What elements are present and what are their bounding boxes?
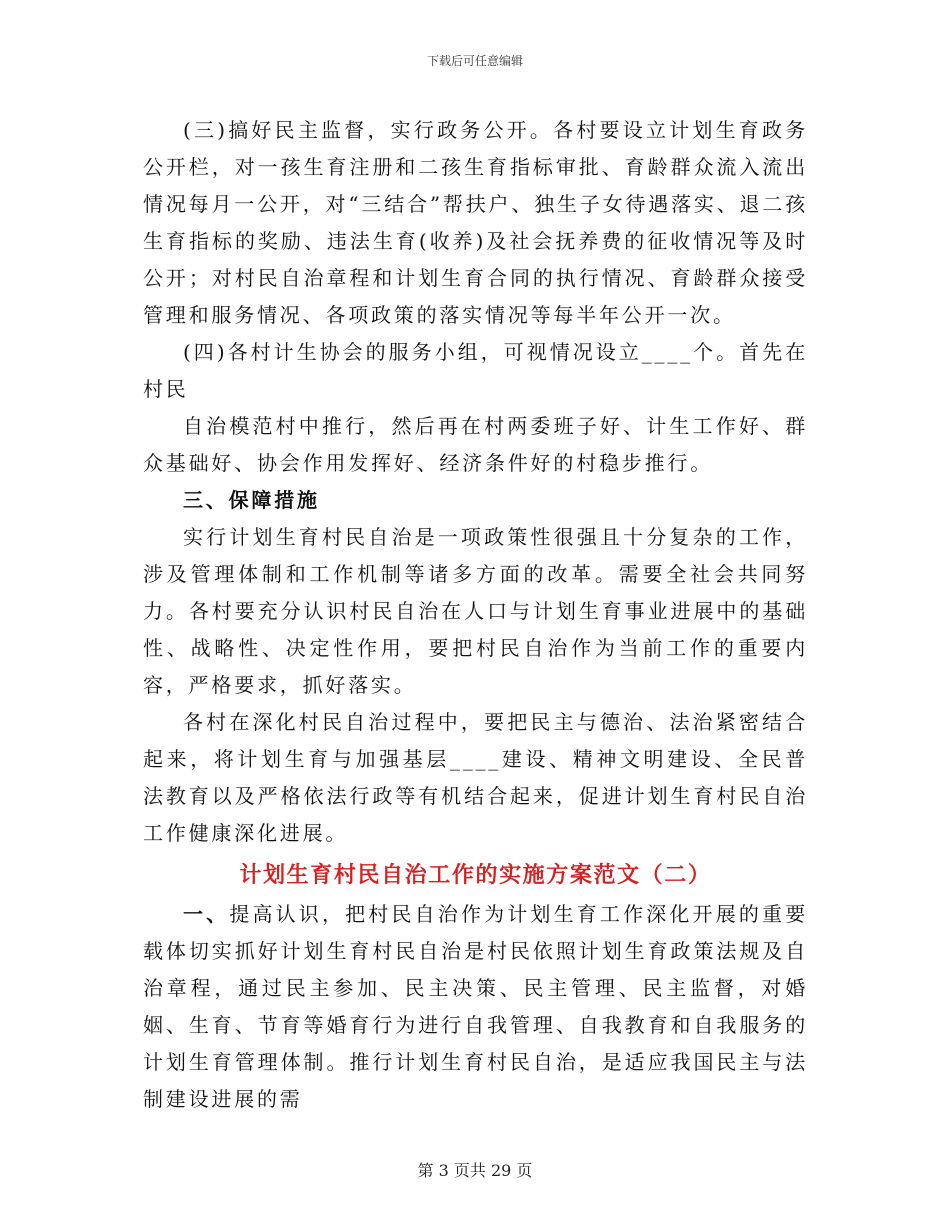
paragraph-raise-awareness-text: 提高认识，把村民自治作为计划生育工作深化开展的重要载体切实抓好计划生育村民自治是村民依照计划生育政策法规及自治章程，通过民主参加、民主决策、民主管理、民主监督，对婚姻、生育、节育等婚育行为进行自我管理、自我教育和自我服务的计划生育管理体制。推行计划生育村民自治，是适应我国民主与法制建设进展的需 — [143, 902, 808, 1111]
document-title: 计划生育村民自治工作的实施方案范文（二） — [239, 863, 712, 888]
paragraph-model-villages: 自治模范村中推行，然后再在村两委班子好、计生工作好、群众基础好、协会作用发挥好、经济条件好的村稳步推行。 — [143, 414, 808, 475]
page-header: 下载后可任意编辑 — [426, 54, 523, 68]
paragraph-safeguards: 实行计划生育村民自治是一项政策性很强且十分复杂的工作，涉及管理体制和工作机制等诸多方面的改革。需要全社会共同努力。各村要充分认识村民自治在人口与计划生育事业进展中的基础性、战略性、决定性作用，要把村民自治作为当前工作的重要内容，严格要求，抓好落实。 — [143, 525, 808, 697]
paragraph-deepening-autonomy: 各村在深化村民自治过程中，要把民主与德治、法治紧密结合起来，将计划生育与加强基层____建设、精神文明建设、全民普法教育以及严格依法行政等有机结合起来，促进计划生育村民自治工作健康深化进展。 — [143, 710, 808, 845]
paragraph-raise-awareness — [143, 896, 808, 1118]
document-body — [143, 112, 808, 1118]
section-heading-safeguards: 三、保障措施 — [183, 488, 320, 512]
page-footer: 第 3 页共 29 页 — [417, 1161, 533, 1180]
paragraph-lead-number: 一、 — [183, 902, 230, 926]
paragraph-democratic-supervision: (三)搞好民主监督，实行政务公开。各村要设立计划生育政务公开栏，对一孩生育注册和二孩生育指标审批、育龄群众流入流出情况每月一公开，对“三结合”帮扶户、独生子女待遇落实、退二孩生育指标的奖励、违法生育(收养)及社会抚养费的征收情况等及时公开；对村民自治章程和计划生育合同的执行情况、育龄群众接受管理和服务情况、各项政策的落实情况等每半年公开一次。 — [143, 118, 808, 327]
paragraph-service-groups: (四)各村计生协会的服务小组，可视情况设立____个。首先在村民 — [143, 340, 808, 401]
